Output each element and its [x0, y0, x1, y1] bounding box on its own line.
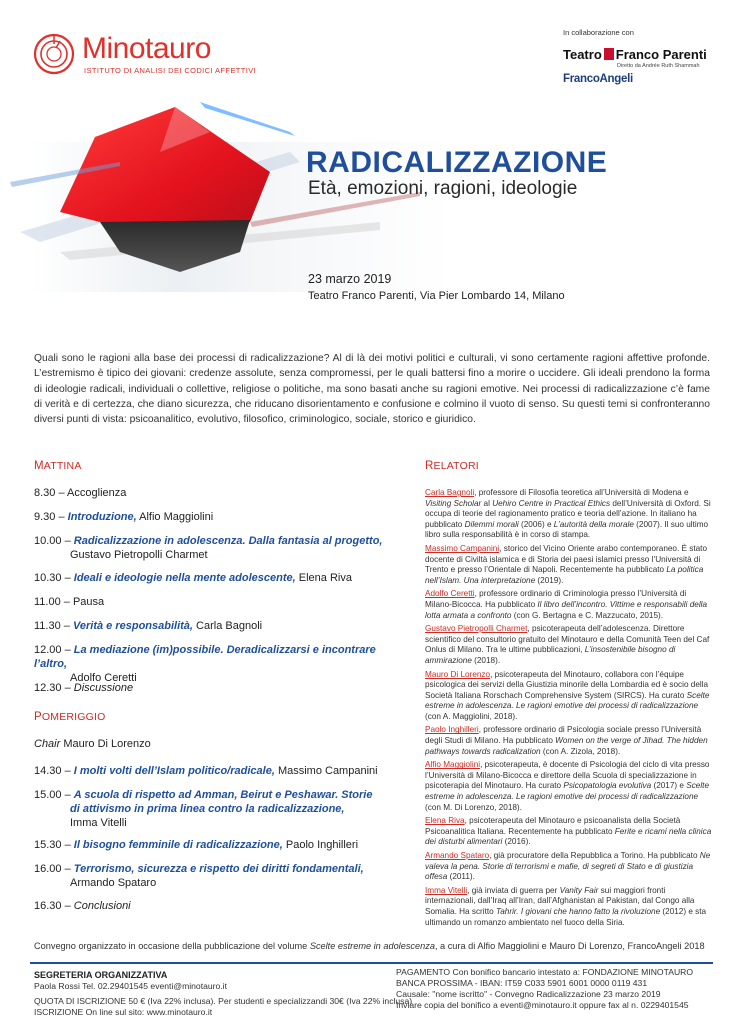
teatro-mark-icon [604, 48, 614, 60]
teatro-logo [563, 47, 713, 62]
speaker-bio: Carla Bagnoli, professore di Filosofia teoretica all’Università di Modena e Visiting Scholar al Uehiro Centre in Practical Ethics dell’Università di Oxford. Si occupa di teorie del ragionamento pratico e teoria dell’azione. In italiano ha pubblicato Dilemmi morali (2006) e L’autorità della morale (2007). Il suo ultimo libro sulla responsabilità è in corso di stampa. [425, 488, 711, 540]
program-item: 12.00 – La mediazione (im)possibile. Deradicalizzarsi e incontrare l’altro, Adolfo Ceretti [34, 644, 376, 684]
speaker-bio: Mauro Di Lorenzo, psicoterapeuta del Minotauro, collabora con l’équipe psicologica dei servizi della Giustizia minorile della Lombardia ed è socio della Società Italiana Rorschach Comprehensive System (SIRCS). Ha curato Scelte estreme in adolescenza. Le ragioni emotive dei processi di radicalizzazione (con A. Maggiolini, 2018). [425, 669, 710, 721]
collaboration-block [563, 28, 713, 85]
footer-segreteria [34, 970, 413, 1018]
program-item: 15.00 – A scuola di rispetto ad Amman, Beirut e Peshawar. Storie di attivismo in prima linea contro la radicalizzazione, Imma Vitelli [34, 789, 373, 829]
segreteria-contact: Paola Rossi Tel. 02.29401545 eventi@minotauro.it [34, 981, 227, 991]
pagamento-causale: Causale: "nome iscritto" - Convegno Radicalizzazione 23 marzo 2019 [396, 989, 661, 999]
speaker-bio: Paolo Inghilleri, professore ordinario di Psicologia sociale presso l’Università degli Studi di Milano. Ha pubblicato Women on the verge of Jihad. The hidden pathways towards radicalization (con A. Zizola, 2018). [425, 725, 708, 756]
collaboration-label: In collaborazione con [563, 28, 634, 37]
intro-paragraph: Quali sono le ragioni alla base dei processi di radicalizzazione? Al di là dei motivi politici e culturali, vi sono certamente ragioni affettive profonde. L’estremismo è tipico dei giovani: credenze assolute, senza compromessi, per le quali battersi fino a morire o uccidere. Gli ideali prendono la forma di ideologie radicali, individuali o collettive, religiose o politiche, ma sono basati anche su ragioni emotive. Nei processi di radicalizzazione c’è fame di verità e di certezza, che diano sicurezza, che riducano disorientamento e confusione e colmino il vuoto di senso. Su questi temi si confronteranno diversi punti di vista: psicoanalitico, evolutivo, filosofico, criminologico, sociale, storico e giuridico. [34, 353, 710, 426]
event-date: 23 marzo 2019 [308, 272, 392, 286]
hero-streak-cyan [200, 102, 295, 136]
teatro-director: Diretto da Andrée Ruth Shammah [617, 63, 700, 69]
footer-divider [30, 962, 713, 964]
segreteria-title: SEGRETERIA ORGANIZZATIVA [34, 970, 168, 980]
program-item: 11.30 – Verità e responsabilità, Carla Bagnoli [34, 620, 263, 632]
program-item: 10.30 – Ideali e ideologie nella mente adolescente, Elena Riva [34, 572, 352, 584]
program-item: 12.30 – Discussione [34, 682, 134, 694]
minotauro-logo [30, 32, 270, 92]
program-item: 11.00 – Pausa [34, 596, 105, 608]
mattina-heading: MATTINA [34, 460, 82, 472]
program-item: 8.30 – Accoglienza [34, 487, 127, 499]
quota-iscrizione: QUOTA DI ISCRIZIONE 50 € (Iva 22% inclusa). Per studenti e specializzandi 30€ (Iva 22% inclusa) [34, 996, 413, 1006]
program-item: 10.00 – Radicalizzazione in adolescenza. Dalla fantasia al progetto, Gustavo Pietropolli Charmet [34, 535, 383, 561]
speaker-bio: Elena Riva, psicoterapeuta del Minotauro e psicoanalista della Società Psicoanalitica Italiana. Recentemente ha pubblicato Ferite e ricami nella clinica dei disturbi alimentari (2016). [425, 816, 712, 847]
program-item: 9.30 – Introduzione, Alfio Maggiolini [34, 511, 214, 523]
relatori-heading: RELATORI [425, 460, 479, 472]
brand-name: Minotauro [82, 32, 211, 65]
event-subtitle: Età, emozioni, ragioni, ideologie [308, 178, 578, 199]
program-item: 16.30 – Conclusioni [34, 900, 131, 912]
pomeriggio-heading: POMERIGGIO [34, 711, 106, 723]
program-item: 15.30 – Il bisogno femminile di radicalizzazione, Paolo Inghilleri [34, 839, 359, 851]
event-venue: Teatro Franco Parenti, Via Pier Lombardo 14, Milano [308, 290, 565, 302]
chair-line: Chair Mauro Di Lorenzo [34, 738, 151, 750]
brand-subtitle: ISTITUTO DI ANALISI DEI CODICI AFFETTIVI [84, 66, 257, 75]
pagamento-iban: BANCA PROSSIMA - IBAN: IT59 C033 5901 6001 0000 0119 431 [396, 978, 648, 988]
speaker-bio: Adolfo Ceretti, professore ordinario di Criminologia presso l’Università di Milano-Bicocca. Ha pubblicato Il libro dell’incontro. Vittime e responsabili della lotta armata a confronto (con G. Bertagna e C. Mazzucato, 2015). [425, 589, 708, 620]
footer-pagamento [396, 967, 726, 1011]
pagamento-invio: Inviare copia del bonifico a eventi@minotauro.it oppure fax al n. 0229401545 [396, 1000, 689, 1010]
event-title: RADICALIZZAZIONE [306, 146, 608, 179]
program-item: 16.00 – Terrorismo, sicurezza e rispetto dei diritti fondamentali, Armando Spataro [34, 863, 364, 889]
program-item: 14.30 – I molti volti dell’Islam politico/radicale, Massimo Campanini [34, 765, 378, 777]
pagamento-line: PAGAMENTO Con bonifico bancario intestato a: FONDAZIONE MINOTAURO [396, 967, 694, 977]
francoangeli-logo: FrancoAngeli [563, 73, 633, 85]
speaker-bio: Gustavo Pietropolli Charmet, psicoterapeuta dell’adolescenza. Direttore scientifico del consultorio gratuito del Minotauro e della Comunità Teen del Caf Onlus di Milano. Tra le ultime pubblicazioni, L’insostenibile bisogno di ammirazione (2018). [425, 624, 710, 665]
speaker-bio: Alfio Maggiolini, psicoterapeuta, è docente di Psicologia del ciclo di vita presso l’Università di Milano-Bicocca e direttore della Scuola di specializzazione in psicoterapia del Minotauro. Ha curato Psicopatologia evolutiva (2017) e Scelte estreme in adolescenza. Le ragioni emotive dei processi di radicalizzazione (con M. Di Lorenzo, 2018). [425, 760, 710, 812]
speakers-list [425, 488, 715, 931]
closing-note: Convegno organizzato in occasione della pubblicazione del volume Scelte estreme in adolescenza, a cura di Alfio Maggiolini e Mauro Di Lorenzo, FrancoAngeli 2018 [34, 941, 705, 951]
franco-parenti-word: Franco Parenti [615, 47, 707, 62]
speaker-bio: Armando Spataro, già procuratore della Repubblica a Torino. Ha pubblicato Ne valeva la pena. Storie di terrorismi e mafie, di segreti di Stato e di giustizia offesa (2011). [425, 851, 711, 882]
iscrizione-online: ISCRIZIONE On line sul sito: www.minotauro.it [34, 1007, 213, 1017]
speaker-bio: Imma Vitelli, già inviata di guerra per Vanity Fair sui maggiori fronti internazionali, dall’Iraq all’Iran, dall’Afghanistan al Pakistan, dal Congo alla Somalia. Ha scritto Tahrir. I giovani che hanno fatto la rivoluzione (2012) e sta ultimando un romanzo ambientato nel fuoco della Siria. [425, 885, 707, 927]
speaker-bio: Massimo Campanini, storico del Vicino Oriente arabo contemporaneo. È stato docente di Civiltà islamica e di Storia dei paesi islamici presso l’Università di Trento e presso l’Orientale di Napoli. Recentemente ha pubblicato La politica nell’Islam. Una interpretazione (2019). [425, 543, 708, 585]
minotauro-emblem-icon [32, 32, 76, 76]
teatro-word: Teatro [563, 47, 602, 62]
